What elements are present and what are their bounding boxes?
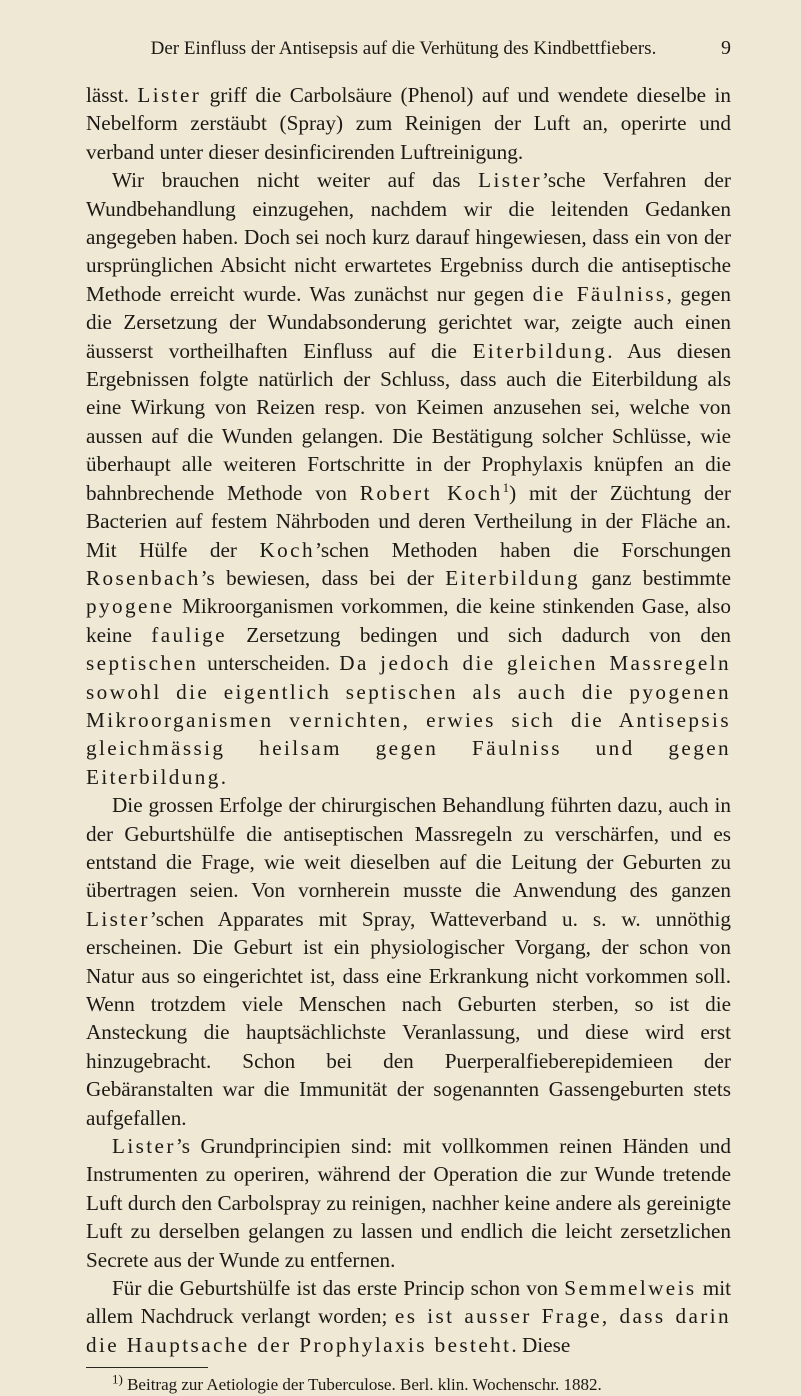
running-title: Der Einfluss der Antisepsis auf die Verhütung des Kindbettfiebers. <box>150 38 657 59</box>
paragraph <box>86 791 731 1132</box>
page-number: 9 <box>721 37 731 59</box>
emphasized-text: die Fäulniss <box>532 281 667 306</box>
emphasized-text: Lister <box>112 1134 176 1159</box>
text-run: Wir brauchen nicht weiter auf das <box>112 168 479 193</box>
paragraph <box>86 1132 731 1274</box>
text-run: mit allem Nachdruck verlangt worden; <box>86 1276 731 1329</box>
footnote-reference: 1 <box>502 479 510 495</box>
emphasized-text: Lister <box>478 168 542 193</box>
emphasized-text: Eiterbildung <box>445 565 580 590</box>
emphasized-text: Lister <box>86 906 150 931</box>
emphasized-text: Lister <box>137 83 202 107</box>
emphasized-text: es ist ausser Frage, dass darin die Hauptsache der Prophylaxis besteht <box>86 1304 732 1357</box>
text-run: Zersetzung bedingen und sich dadurch von den <box>226 622 731 647</box>
emphasized-text: pyogene <box>86 594 175 619</box>
emphasized-text: Semmelweis <box>564 1276 697 1301</box>
text-run: . <box>220 764 227 789</box>
text-run: Die grossen Erfolge der chirurgischen Behandlung führten dazu, auch in der Geburtshülfe die antiseptischen Massregeln zu verschärfen, und es entstand die Frage, wie weit dieselben auf die Leitung der Geburten zu übertragen seien. Von vornherein musste die Anwendung des ganzen <box>86 793 731 903</box>
footnote-marker: 1) <box>112 1371 123 1387</box>
emphasized-text: Eiterbildung <box>472 338 608 363</box>
footnote-reference-paren: ) <box>509 480 517 505</box>
text-run: mit der Züchtung der Bacterien auf festem Nährboden und deren Vertheilung in der Fläche an. Mit Hülfe der <box>86 480 731 562</box>
paragraph <box>86 166 731 791</box>
running-header <box>86 36 731 61</box>
text-run: ’schen Apparates mit Spray, Watteverband u. s. w. unnöthig erscheinen. Die Geburt ist ein physiologischer Vorgang, der schon von Natur aus so eingerichtet ist, dass eine Erkrankung nicht vorkommen soll. Wenn trotzdem viele Menschen nach Geburten sterben, so ist die Ansteckung die hauptsächlichste Veranlassung, und diese wird erst hinzugebracht. Schon bei den Puerperalfieberepidemieen der Gebäranstalten war die Immunität der sogenannten Gassengeburten stets aufgefallen. <box>86 906 731 1130</box>
emphasized-text: Da jedoch die gleichen Massregeln sowohl die eigentlich septischen als auch die pyogenen Mikroorganismen vernichten, erwies sich die Antisepsis gleichmässig heilsam gegen Fäulniss und gegen Eiterbildung <box>86 651 731 789</box>
footnote-rule <box>86 1367 208 1368</box>
text-run: unterscheiden. <box>198 651 340 676</box>
body-text <box>86 81 731 1359</box>
emphasized-text: Koch <box>259 537 315 562</box>
text-run: . Diese <box>511 1332 571 1357</box>
text-run: ’s Grundprincipien sind: mit vollkommen reinen Händen und Instrumenten zu operiren, während der Operation die zur Wunde tretende Luft durch den Carbolspray zu reinigen, nachher keine andere als gereinigte Luft zu derselben gelangen zu lassen und endlich die leicht zersetzlichen Secrete aus der Wunde zu entfernen. <box>86 1134 731 1272</box>
text-run: ’schen Methoden haben die Forschungen <box>314 537 731 562</box>
text-run: , gegen die Zersetzung der Wundabsonderung gerichtet war, zeigte auch einen äusserst vortheilhaften Einfluss auf die <box>86 281 732 363</box>
paragraph <box>86 81 731 166</box>
emphasized-text: faulige <box>151 622 227 647</box>
text-run: Für die Geburtshülfe ist das erste Princip schon von <box>112 1276 565 1301</box>
text-run: ganz bestimmte <box>579 565 732 590</box>
text-run: ’s bewiesen, dass bei der <box>200 565 446 590</box>
text-run: ’sche Verfahren der Wundbehandlung einzugehen, nachdem wir die leitenden Gedanken angegeben haben. Doch sei noch kurz darauf hingewiesen, dass ein von der ursprünglichen Absicht nicht erwartetes Ergebniss durch die antiseptische Methode erreicht wurde. Was zunächst nur gegen <box>86 168 731 306</box>
text-run: Mikroorganismen vorkommen, die keine stinkenden Gase, also keine <box>86 594 731 647</box>
emphasized-text: Rosenbach <box>86 565 201 590</box>
emphasized-text: septischen <box>86 651 199 676</box>
text-run: . Aus diesen Ergebnissen folgte natürlich der Schluss, dass auch die Eiterbildung als eine Wirkung von Reizen resp. von Keimen anzusehen sei, welche von aussen auf die Wunden gelangen. Die Bestätigung solcher Schlüsse, wie überhaupt alle weiteren Fortschritte in der Prophylaxis knüpfen an die bahnbrechende Methode von <box>86 338 731 505</box>
text-run: lässt. <box>86 83 138 107</box>
footnote-text: Beitrag zur Aetiologie der Tuberculose. Berl. klin. Wochenschr. 1882. <box>127 1375 602 1395</box>
text-run: griff die Carbolsäure (Phenol) auf und wendete dieselbe in Nebelform zerstäubt (Spray) zum Reinigen der Luft an, operirte und verband unter dieser desinficirenden Luftreinigung. <box>86 83 731 164</box>
paragraph <box>86 1274 731 1359</box>
emphasized-text: Robert Koch <box>359 480 503 505</box>
